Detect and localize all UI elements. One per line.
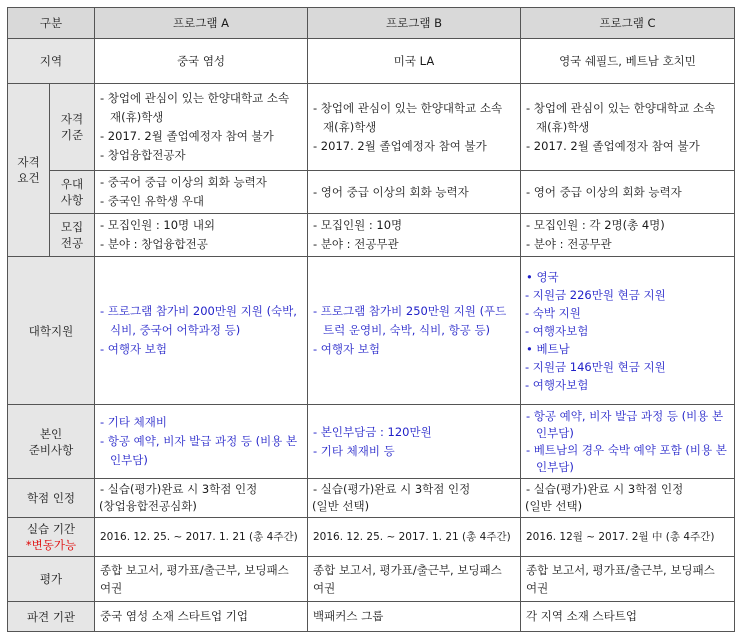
recruit-b-item: - 분야 : 전공무관 [313,237,399,251]
self-prep-c-item: - 베트남의 경우 숙박 예약 포함 (비용 본인부담) [526,442,727,474]
recruit-c-item: - 모집인원 : 각 2명(총 4명) [526,218,665,232]
recruit-b [308,214,521,257]
preference-label-line2: 사항 [60,193,84,207]
eligibility-a-item: - 창업융합전공자 [100,148,186,162]
support-c-item: - 숙박 지원 [525,305,581,320]
preference-b [308,171,521,214]
credit-c [521,479,735,518]
recruit-row [8,214,735,257]
support-c-item: - 여행자보험 [525,323,589,338]
recruit-a [95,214,308,257]
self-prep-label [8,405,95,479]
credit-c-item: - 실습(평가)완료 시 3학점 인정 [526,482,684,496]
evaluation-c: 종합 보고서, 평가표/출근부, 보딩패스 여권 [521,557,735,602]
self-prep-b [308,405,521,479]
self-prep-label-line1: 본인 [39,426,63,441]
credit-b [308,479,521,518]
preference-label [50,171,95,214]
credit-b-item: (일반 선택) [312,499,370,513]
preference-b-item: - 영어 중급 이상의 회화 능력자 [313,184,469,199]
eligibility-a-item: - 창업에 관심이 있는 한양대학교 소속 재(휴)학생 [100,91,290,124]
dispatch-b: 백패커스 그룹 [308,602,521,632]
recruit-label-line2: 전공 [60,236,84,250]
preference-label-line1: 우대 [60,177,84,191]
qualification-label-line2: 요건 [17,171,40,185]
region-a: 중국 염성 [95,39,308,84]
support-label: 대학지원 [8,257,95,405]
support-c-country: • 영국 [526,269,559,284]
credit-c-item: (일반 선택) [525,499,583,513]
eligibility-c-item: - 2017. 2월 졸업예정자 참여 불가 [526,138,700,153]
evaluation-b: 종합 보고서, 평가표/출근부, 보딩패스 여권 [308,557,521,602]
qualification-label [8,84,50,257]
period-c: 2016. 12월 ~ 2017. 2월 中 (총 4주간) [521,518,735,557]
credit-a-item: - 실습(평가)완료 시 3학점 인정 [100,482,258,496]
region-row [8,39,735,84]
eligibility-c-item: - 창업에 관심이 있는 한양대학교 소속 재(휴)학생 [526,100,716,134]
support-c-item: - 여행자보험 [525,377,589,392]
self-prep-a-item: - 기타 체재비 [100,415,168,429]
credit-a-item: (창업융합전공심화) [99,499,197,513]
eligibility-b [308,84,521,171]
header-program-c: 프로그램 C [521,8,735,39]
support-c-country: • 베트남 [526,341,570,356]
period-a: 2016. 12. 25. ~ 2017. 1. 21 (총 4주간) [95,518,308,557]
recruit-label-line1: 모집 [60,220,84,234]
credit-a [95,479,308,518]
support-c [521,257,735,405]
dispatch-label: 파견 기관 [8,602,95,632]
preference-a [95,171,308,214]
preference-a-item: - 중국인 유학생 우대 [100,194,204,208]
recruit-c [521,214,735,257]
support-c-item: - 지원금 226만원 현금 지원 [525,287,666,302]
eligibility-label-line2: 기준 [60,128,84,142]
self-prep-row [8,405,735,479]
recruit-b-item: - 모집인원 : 10명 [313,218,403,232]
self-prep-c [521,405,735,479]
region-c: 영국 쉐필드, 베트남 호치민 [521,39,735,84]
preference-c-item: - 영어 중급 이상의 회화 능력자 [526,184,682,199]
qualification-label-line1: 자격 [17,155,40,169]
support-b-item: - 여행자 보험 [313,342,381,356]
support-b-item: - 프로그램 참가비 250만원 지원 (푸드트럭 운영비, 숙박, 식비, 항공 등) [313,304,507,337]
support-row [8,257,735,405]
self-prep-b-item: - 기타 체재비 등 [313,443,395,458]
region-b: 미국 LA [308,39,521,84]
self-prep-c-item: - 항공 예약, 비자 발급 과정 등 (비용 본인부담) [526,408,724,440]
eligibility-b-item: - 2017. 2월 졸업예정자 참여 불가 [313,138,487,153]
eligibility-label [50,84,95,171]
preference-c [521,171,735,214]
preference-row [8,171,735,214]
support-a [95,257,308,405]
dispatch-a: 중국 염성 소재 스타트업 기업 [95,602,308,632]
evaluation-a: 종합 보고서, 평가표/출근부, 보딩패스 여권 [95,557,308,602]
header-row [8,8,735,39]
eligibility-a [95,84,308,171]
program-comparison-table [7,7,735,632]
recruit-a-item: - 분야 : 창업융합전공 [100,237,208,251]
period-label-text: 실습 기간 [26,522,76,536]
preference-a-item: - 중국어 중급 이상의 회화 능력자 [100,175,267,189]
support-a-item: - 프로그램 참가비 200만원 지원 (숙박, 식비, 중국어 어학과정 등) [100,304,297,337]
dispatch-row [8,602,735,632]
eligibility-c [521,84,735,171]
evaluation-label: 평가 [8,557,95,602]
self-prep-a-item: - 항공 예약, 비자 발급 과정 등 (비용 본인부담) [100,434,298,467]
header-program-a: 프로그램 A [95,8,308,39]
period-b: 2016. 12. 25. ~ 2017. 1. 21 (총 4주간) [308,518,521,557]
recruit-c-item: - 분야 : 전공무관 [526,237,612,251]
eligibility-label-line1: 자격 [60,112,84,126]
region-label: 지역 [8,39,95,84]
self-prep-label-line2: 준비사항 [28,442,74,457]
self-prep-a [95,405,308,479]
credit-label: 학점 인정 [8,479,95,518]
eligibility-b-item: - 창업에 관심이 있는 한양대학교 소속 재(휴)학생 [313,100,503,134]
period-label [8,518,95,557]
dispatch-c: 각 지역 소재 스타트업 [521,602,735,632]
eligibility-a-item: - 2017. 2월 졸업예정자 참여 불가 [100,129,274,143]
period-row [8,518,735,557]
recruit-a-item: - 모집인원 : 10명 내외 [100,218,216,232]
header-category: 구분 [8,8,95,39]
support-c-item: - 지원금 146만원 현금 지원 [525,359,666,374]
support-b [308,257,521,405]
eligibility-row [8,84,735,171]
self-prep-b-item: - 본인부담금 : 120만원 [313,424,432,439]
evaluation-row [8,557,735,602]
recruit-label [50,214,95,257]
header-program-b: 프로그램 B [308,8,521,39]
support-a-item: - 여행자 보험 [100,342,168,356]
credit-row [8,479,735,518]
credit-b-item: - 실습(평가)완료 시 3학점 인정 [313,482,471,496]
period-variable-note: *변동가능 [25,538,77,552]
